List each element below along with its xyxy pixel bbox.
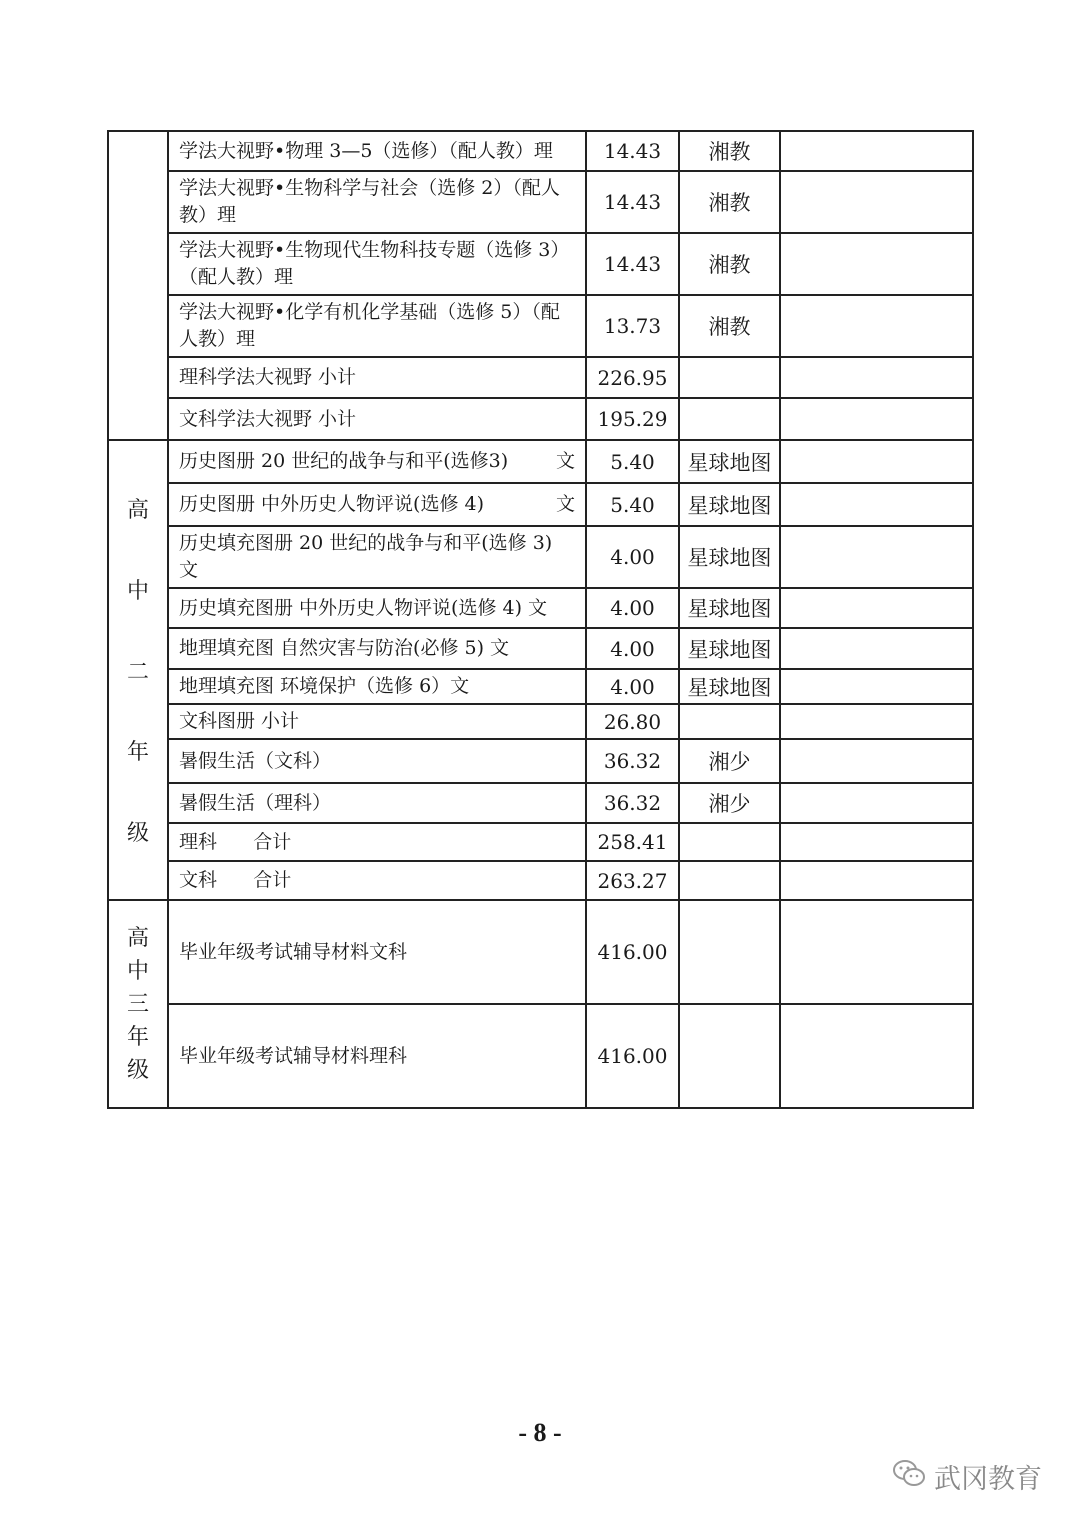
table-row [108, 526, 973, 588]
remarks-cell [780, 483, 973, 526]
remarks-cell [780, 588, 973, 628]
book-price: 14.43 [586, 131, 679, 171]
book-price: 26.80 [586, 704, 679, 739]
table-row [108, 295, 973, 357]
remarks-cell [780, 739, 973, 783]
grade-char: 二 [126, 659, 149, 685]
book-title: 学法大视野•生物科学与社会（选修 2）（配人教）理 [168, 171, 586, 233]
book-price: 4.00 [586, 526, 679, 588]
book-publisher: 湘少 [679, 739, 780, 783]
book-price: 263.27 [586, 861, 679, 900]
book-title: 历史填充图册 中外历史人物评说(选修 4) 文 [168, 588, 586, 628]
table-row [108, 669, 973, 704]
book-price: 5.40 [586, 440, 679, 483]
book-publisher [679, 704, 780, 739]
grade-char: 年 [126, 740, 149, 766]
table-row [108, 588, 973, 628]
book-title: 学法大视野•化学有机化学基础（选修 5）（配人教）理 [168, 295, 586, 357]
book-price: 4.00 [586, 628, 679, 669]
table-row [108, 823, 973, 861]
book-price: 14.43 [586, 171, 679, 233]
book-title: 学法大视野•物理 3—5（选修）（配人教）理 [168, 131, 586, 171]
book-publisher [679, 861, 780, 900]
textbook-price-table [107, 130, 972, 1109]
table-row [108, 483, 973, 526]
book-title: 历史填充图册 20 世纪的战争与和平(选修 3) 文 [168, 526, 586, 588]
book-publisher [679, 357, 780, 398]
page-number: - 8 - [518, 1418, 562, 1447]
remarks-cell [780, 131, 973, 171]
remarks-cell [780, 823, 973, 861]
remarks-cell [780, 783, 973, 823]
book-title: 文科图册 小计 [168, 704, 586, 739]
grade-char: 中 [126, 578, 149, 604]
book-title: 毕业年级考试辅导材料文科 [168, 900, 586, 1004]
table-row [108, 398, 973, 440]
book-publisher: 星球地图 [679, 526, 780, 588]
grade-char: 级 [126, 821, 149, 846]
remarks-cell [780, 628, 973, 669]
grade-char: 中 [126, 958, 149, 984]
table-row [108, 739, 973, 783]
watermark-text: 武冈教育 [934, 1464, 1042, 1495]
book-title: 理科学法大视野 小计 [168, 357, 586, 398]
remarks-cell [780, 669, 973, 704]
book-publisher: 星球地图 [679, 669, 780, 704]
remarks-cell [780, 398, 973, 440]
book-title: 暑假生活（文科） [168, 739, 586, 783]
remarks-cell [780, 233, 973, 295]
book-title: 文科 合计 [168, 861, 586, 900]
remarks-cell [780, 900, 973, 1004]
table-row [108, 900, 973, 1004]
book-publisher: 星球地图 [679, 440, 780, 483]
grade-char: 三 [126, 991, 149, 1017]
book-publisher: 湘少 [679, 783, 780, 823]
remarks-cell [780, 171, 973, 233]
book-publisher: 星球地图 [679, 483, 780, 526]
book-title: 学法大视野•生物现代生物科技专题（选修 3）（配人教）理 [168, 233, 586, 295]
book-price: 5.40 [586, 483, 679, 526]
table-row [108, 783, 973, 823]
table-row [108, 171, 973, 233]
book-publisher [679, 823, 780, 861]
book-publisher: 星球地图 [679, 628, 780, 669]
grade-cell-empty [108, 131, 168, 440]
table-row [108, 1004, 973, 1108]
remarks-cell [780, 357, 973, 398]
book-publisher [679, 900, 780, 1004]
book-price: 195.29 [586, 398, 679, 440]
book-title: 暑假生活（理科） [168, 783, 586, 823]
grade-char: 年 [126, 1024, 149, 1050]
book-title: 地理填充图 自然灾害与防治(必修 5) 文 [168, 628, 586, 669]
table-row [108, 233, 973, 295]
table-row [108, 440, 973, 483]
wechat-icon [892, 1458, 926, 1495]
book-price: 4.00 [586, 669, 679, 704]
remarks-cell [780, 861, 973, 900]
table-row [108, 131, 973, 171]
book-title: 地理填充图 环境保护（选修 6）文 [168, 669, 586, 704]
table-row [108, 628, 973, 669]
book-title: 文科学法大视野 小计 [168, 398, 586, 440]
grade-char: 高 [126, 925, 149, 951]
remarks-cell [780, 526, 973, 588]
book-publisher: 星球地图 [679, 588, 780, 628]
book-price: 226.95 [586, 357, 679, 398]
book-price: 258.41 [586, 823, 679, 861]
book-publisher: 湘教 [679, 131, 780, 171]
grade-label-g2 [108, 440, 168, 900]
book-price: 36.32 [586, 783, 679, 823]
book-title: 理科 合计 [168, 823, 586, 861]
table-row [108, 357, 973, 398]
remarks-cell [780, 704, 973, 739]
book-price: 416.00 [586, 900, 679, 1004]
book-publisher: 湘教 [679, 295, 780, 357]
book-price: 36.32 [586, 739, 679, 783]
book-publisher: 湘教 [679, 233, 780, 295]
book-price: 14.43 [586, 233, 679, 295]
book-publisher [679, 398, 780, 440]
book-price: 4.00 [586, 588, 679, 628]
grade-label-g3 [108, 900, 168, 1108]
book-publisher [679, 1004, 780, 1108]
book-price: 416.00 [586, 1004, 679, 1108]
book-title: 历史图册 中外历史人物评说(选修 4) 文 [168, 483, 586, 526]
remarks-cell [780, 440, 973, 483]
remarks-cell [780, 295, 973, 357]
table-row [108, 861, 973, 900]
remarks-cell [780, 1004, 973, 1108]
book-title: 历史图册 20 世纪的战争与和平(选修3) 文 [168, 440, 586, 483]
book-publisher: 湘教 [679, 171, 780, 233]
book-price: 13.73 [586, 295, 679, 357]
grade-char: 级 [126, 1057, 149, 1083]
table-row [108, 704, 973, 739]
book-title: 毕业年级考试辅导材料理科 [168, 1004, 586, 1108]
grade-char: 高 [126, 498, 149, 523]
watermark [892, 1457, 1042, 1496]
